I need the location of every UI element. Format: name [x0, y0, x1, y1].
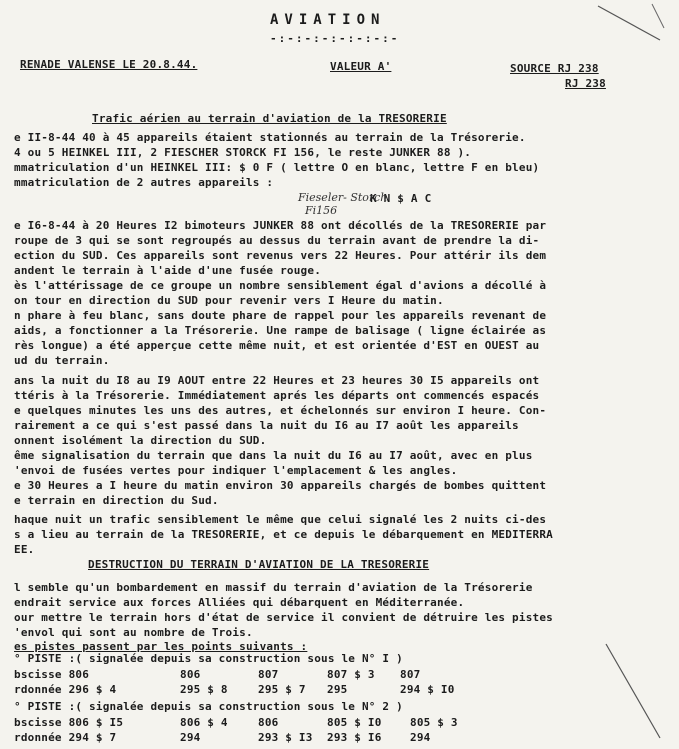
piste-1-abscisse-2: 806	[180, 668, 201, 681]
piste-2-abscisse-2: 806 $ 4	[180, 716, 228, 729]
text-line: endrait service aux forces Alliées qui débarquent en Méditerranée.	[14, 596, 465, 609]
text-line: our mettre le terrain hors d'état de service il convient de détruire les pistes	[14, 611, 553, 624]
text-line: e II-8-44 40 à 45 appareils étaient stationnés au terrain de la Trésorerie.	[14, 131, 526, 144]
piste-2-ordonnee-5: 294	[410, 731, 431, 744]
text-line: andent le terrain à l'aide d'une fusée rouge.	[14, 264, 322, 277]
piste-1-ordonnee-1: rdonnée 296 $ 4	[14, 683, 117, 696]
text-line: n phare à feu blanc, sans doute phare de rappel pour les appareils revenant de	[14, 309, 547, 322]
text-line: e 30 Heures a I heure du matin environ 30 appareils chargés de bombes quittent	[14, 479, 547, 492]
piste-2-label: ° PISTE :( signalée depuis sa construction sous le N° 2 )	[14, 700, 403, 713]
text-line: mmatriculation de 2 autres appareils :	[14, 176, 274, 189]
piste-2-abscisse-4: 805 $ I0	[327, 716, 382, 729]
text-line: s a lieu au terrain de la TRESORERIE, et ce depuis le débarquement en MEDITERRA	[14, 528, 553, 541]
text-line: e quelques minutes les uns des autres, et échelonnés sur environ I heure. Con-	[14, 404, 547, 417]
valeur-rating: VALEUR A'	[330, 60, 392, 73]
text-line: ud du terrain.	[14, 354, 110, 367]
section-heading-trafic: Trafic aérien au terrain d'aviation de la TRESORERIE	[92, 112, 447, 125]
text-line: 'envol qui sont au nombre de Trois.	[14, 626, 253, 639]
text-line: l semble qu'un bombardement en massif du terrain d'aviation de la Trésorerie	[14, 581, 533, 594]
piste-2-ordonnee-3: 293 $ I3	[258, 731, 313, 744]
text-line: ection du SUD. Ces appareils sont revenus vers 22 Heures. Pour attérir ils dem	[14, 249, 547, 262]
text-line: rairement a ce qui s'est passé dans la nuit du I6 au I7 août les appareils	[14, 419, 519, 432]
text-line: aids, a fonctionner a la Trésorerie. Une rampe de balisage ( ligne éclairée as	[14, 324, 547, 337]
piste-1-abscisse-1: bscisse 806	[14, 668, 90, 681]
piste-2-ordonnee-2: 294	[180, 731, 201, 744]
piste-2-abscisse-1: bscisse 806 $ I5	[14, 716, 124, 729]
source-reference: SOURCE RJ 238	[510, 62, 599, 75]
piste-1-abscisse-3: 807	[258, 668, 279, 681]
origin-date: RENADE VALENSE LE 20.8.44.	[20, 58, 198, 71]
text-line: ême signalisation du terrain que dans la nuit du I6 au I7 août, avec en plus	[14, 449, 533, 462]
handwritten-note-2: Fi156	[305, 204, 338, 217]
title-decoration: -:-:-:-:-:-:-:-	[270, 32, 400, 45]
text-line: ès l'attérissage de ce groupe un nombre sensiblement égal d'avions a décollé à	[14, 279, 547, 292]
text-line: EE.	[14, 543, 35, 556]
text-line: haque nuit un trafic sensiblement le même que celui signalé les 2 nuits ci-des	[14, 513, 547, 526]
piste-2-abscisse-5: 805 $ 3	[410, 716, 458, 729]
text-line: ans la nuit du I8 au I9 AOUT entre 22 Heures et 23 heures 30 I5 appareils ont	[14, 374, 540, 387]
text-line: rès longue) a été apperçue cette même nuit, et est orientée d'EST en OUEST au	[14, 339, 540, 352]
source-reference-2: RJ 238	[565, 77, 606, 90]
piste-1-label: ° PISTE :( signalée depuis sa construction sous le N° I )	[14, 652, 403, 665]
text-line: 4 ou 5 HEINKEL III, 2 FIESCHER STORCK FI 156, le reste JUNKER 88 ).	[14, 146, 472, 159]
pencil-mark-bottom-right	[600, 640, 675, 745]
text-line: roupe de 3 qui se sont regroupés au dessus du terrain avant de prendre la di-	[14, 234, 540, 247]
text-line: on tour en direction du SUD pour revenir vers I Heure du matin.	[14, 294, 444, 307]
text-line: e I6-8-44 à 20 Heures I2 bimoteurs JUNKER 88 ont décollés de la TRESORERIE par	[14, 219, 547, 232]
piste-2-ordonnee-4: 293 $ I6	[327, 731, 382, 744]
handwritten-note: Fieseler- Storch	[298, 191, 388, 204]
text-line: onnent isolément la direction du SUD.	[14, 434, 267, 447]
piste-1-abscisse-4: 807 $ 3	[327, 668, 375, 681]
text-line: ttéris à la Trésorerie. Immédiatement aprés les départs ont commencés espacés	[14, 389, 540, 402]
section-heading-destruction: DESTRUCTION DU TERRAIN D'AVIATION DE LA TRESORERIE	[88, 558, 430, 571]
piste-1-abscisse-5: 807	[400, 668, 421, 681]
text-line: e terrain en direction du Sud.	[14, 494, 219, 507]
piste-2-ordonnee-1: rdonnée 294 $ 7	[14, 731, 117, 744]
piste-1-ordonnee-2: 295 $ 8	[180, 683, 228, 696]
pencil-mark-top-right	[590, 0, 670, 45]
piste-1-ordonnee-4: 295	[327, 683, 348, 696]
text-line: es pistes passent par les points suivants :	[14, 640, 308, 653]
piste-1-ordonnee-3: 295 $ 7	[258, 683, 306, 696]
document-title: AVIATION	[270, 12, 386, 28]
piste-1-ordonnee-5: 294 $ I0	[400, 683, 455, 696]
text-line: 'envoi de fusées vertes pour indiquer l'emplacement & les angles.	[14, 464, 458, 477]
piste-2-abscisse-3: 806	[258, 716, 279, 729]
text-line: mmatriculation d'un HEINKEL III: $ 0 F ( lettre O en blanc, lettre F en bleu)	[14, 161, 540, 174]
text-line: K N $ A C	[370, 192, 432, 205]
